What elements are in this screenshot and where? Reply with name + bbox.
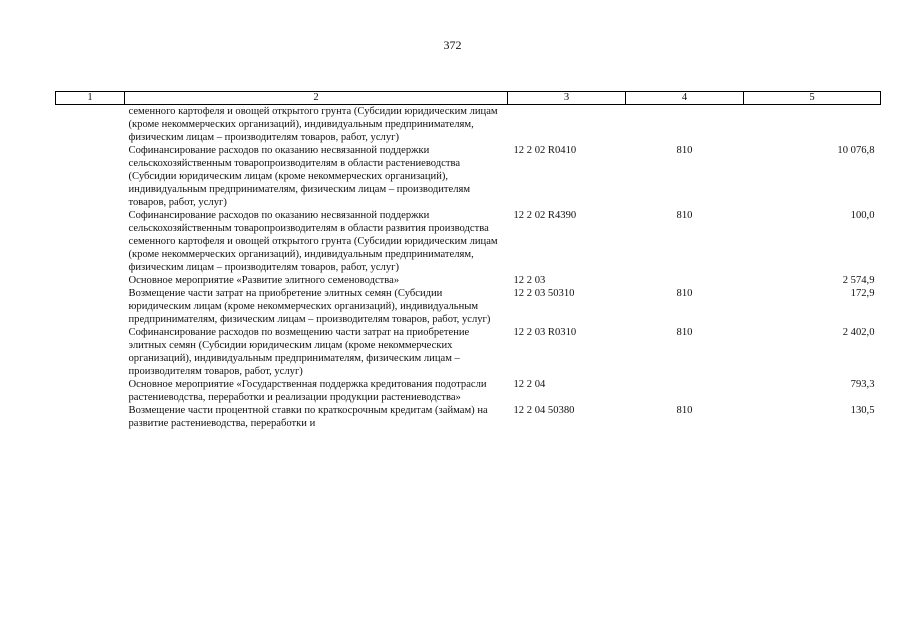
cell-kind (626, 274, 744, 287)
page-number: 372 (443, 38, 462, 52)
cell-code (508, 105, 626, 145)
cell-index (56, 144, 125, 209)
cell-code: 12 2 02 R4390 (513, 210, 577, 221)
header-row (56, 92, 881, 105)
cell-name: Софинансирование расходов по оказанию несвязанной поддержки сельскохозяйственным товаропроизводителям в области развития производства семенного картофеля и овощей открытого грунта (Субсидии юридическим лицам (кроме некоммерческих организаций), индивидуальным предпринимателям, физическим лицам – производителям товаров, работ, услуг) (128, 210, 498, 273)
cell-code: 12 2 04 (513, 379, 546, 390)
header-col-3: 3 (508, 92, 626, 105)
cell-name: семенного картофеля и овощей открытого грунта (Субсидии юридическим лицам (кроме некоммерческих организаций), индивидуальным предпринимателям, физическим лицам – производителям товаров, работ, услуг) (128, 106, 498, 143)
cell-code: 12 2 02 R0410 (513, 145, 577, 156)
cell-amount: 172,9 (850, 288, 875, 299)
cell-kind: 810 (676, 145, 693, 156)
cell-name: Возмещение части затрат на приобретение элитных семян (Субсидии юридическим лицам (кроме некоммерческих организаций), индивидуальным предпринимателям, физическим лицам – производителям товаров, работ, услуг) (128, 288, 491, 325)
cell-index (56, 287, 125, 326)
cell-index (56, 105, 125, 145)
cell-code: 12 2 03 (513, 275, 546, 286)
cell-index (56, 404, 125, 430)
table-row (56, 287, 881, 326)
cell-kind: 810 (676, 210, 693, 221)
table-row (56, 326, 881, 378)
cell-code: 12 2 03 R0310 (513, 327, 577, 338)
cell-amount: 793,3 (850, 379, 875, 390)
cell-kind: 810 (676, 288, 693, 299)
cell-amount: 2 574,9 (842, 275, 875, 286)
table-row (56, 378, 881, 404)
table-row (56, 404, 881, 430)
cell-name: Основное мероприятие «Государственная поддержка кредитования подотрасли растениеводства, переработки и реализации продукции растениеводства» (128, 379, 487, 403)
budget-table (55, 91, 881, 430)
table-row (56, 105, 881, 145)
cell-code: 12 2 03 50310 (513, 288, 575, 299)
table-row (56, 274, 881, 287)
cell-amount (744, 105, 881, 145)
table-header (56, 92, 881, 105)
header-col-2: 2 (125, 92, 508, 105)
cell-name: Основное мероприятие «Развитие элитного семеноводства» (128, 275, 400, 286)
cell-amount: 100,0 (850, 210, 875, 221)
cell-code: 12 2 04 50380 (513, 405, 575, 416)
cell-name: Возмещение части процентной ставки по краткосрочным кредитам (займам) на развитие растениеводства, переработки и (128, 405, 488, 429)
header-col-4: 4 (626, 92, 744, 105)
cell-index (56, 378, 125, 404)
cell-kind (626, 378, 744, 404)
cell-index (56, 274, 125, 287)
cell-amount: 130,5 (850, 405, 875, 416)
cell-kind: 810 (676, 327, 693, 338)
table-row (56, 209, 881, 274)
cell-index (56, 326, 125, 378)
cell-index (56, 209, 125, 274)
cell-name: Софинансирование расходов по возмещению части затрат на приобретение элитных семян (Субсидии юридическим лицам (кроме некоммерческих организаций), индивидуальным предпринимателям, физическим лицам – производителям товаров, работ, услуг) (128, 327, 470, 377)
table-row (56, 144, 881, 209)
cell-name: Софинансирование расходов по оказанию несвязанной поддержки сельскохозяйственным товаропроизводителям в области растениеводства (Субсидии юридическим лицам (кроме некоммерческих организаций), индивидуальным предпринимателям, физическим лицам – производителям товаров, работ, услуг) (128, 145, 471, 208)
cell-amount: 10 076,8 (837, 145, 875, 156)
cell-amount: 2 402,0 (842, 327, 875, 338)
cell-kind (626, 105, 744, 145)
header-col-1: 1 (56, 92, 125, 105)
header-col-5: 5 (744, 92, 881, 105)
cell-kind: 810 (676, 405, 693, 416)
